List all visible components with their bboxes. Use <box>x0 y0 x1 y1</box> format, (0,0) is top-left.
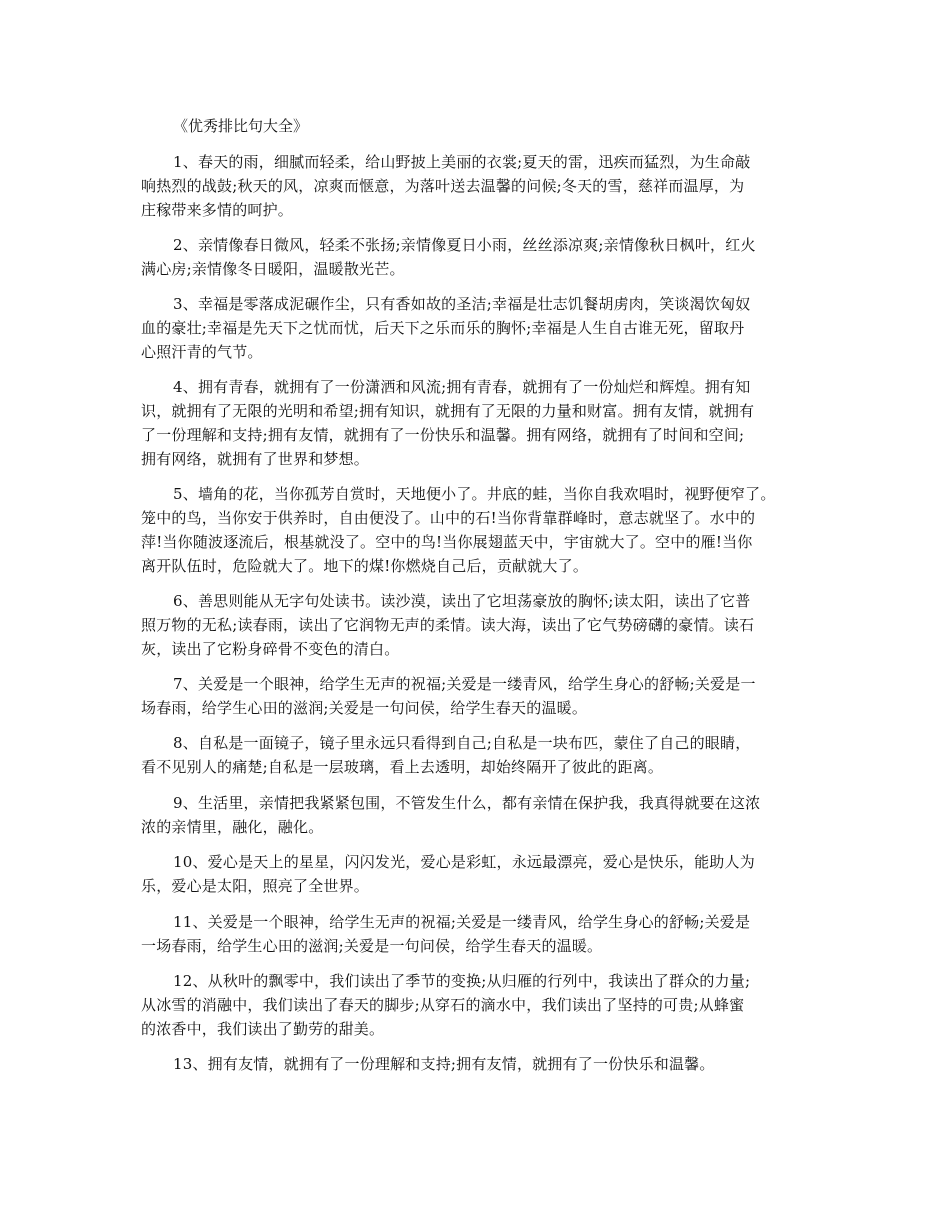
paragraph-line: 血的豪壮;幸福是先天下之忧而忧，后天下之乐而乐的胸怀;幸福是人生自古谁无死，留取丹 <box>141 319 745 337</box>
paragraph-line: 照万物的无私;读春雨，读出了它润物无声的柔情。读大海，读出了它气势磅礴的豪情。读石 <box>141 616 755 634</box>
paragraph-8 <box>141 731 831 779</box>
paragraph-line: 13、拥有友情，就拥有了一份理解和支持;拥有友情，就拥有了一份快乐和温馨。 <box>173 1055 715 1073</box>
paragraph-13 <box>141 1052 831 1076</box>
paragraph-line: 满心房;亲情像冬日暖阳，温暖散光芒。 <box>141 260 405 278</box>
paragraph-line: 10、爱心是天上的星星，闪闪发光，爱心是彩虹，永远最漂亮，爱心是快乐，能助人为 <box>173 853 755 871</box>
paragraph-line: 乐，爱心是太阳，照亮了全世界。 <box>141 877 370 895</box>
paragraph-2 <box>141 233 831 281</box>
paragraph-9 <box>141 791 831 839</box>
paragraph-line: 7、关爱是一个眼神，给学生无声的祝福;关爱是一缕青风，给学生身心的舒畅;关爱是一 <box>173 675 756 693</box>
paragraph-line: 响热烈的战鼓;秋天的风，凉爽而惬意，为落叶送去温馨的问候;冬天的雪，慈祥而温厚，为 <box>141 177 745 195</box>
paragraph-line: 场春雨，给学生心田的滋润;关爱是一句问侯，给学生春天的温暖。 <box>141 699 588 717</box>
paragraph-line: 1、春天的雨，细腻而轻柔，给山野披上美丽的衣裳;夏天的雷，迅疾而猛烈，为生命敲 <box>173 153 751 171</box>
paragraph-11 <box>141 910 831 958</box>
paragraph-line: 一场春雨，给学生心田的滋润;关爱是一句问侯，给学生春天的温暖。 <box>141 937 603 955</box>
paragraph-line: 浓的亲情里，融化，融化。 <box>141 818 324 836</box>
paragraph-line: 12、从秋叶的飘零中，我们读出了季节的变换;从归雁的行列中，我读出了群众的力量; <box>173 972 751 990</box>
paragraph-line: 识，就拥有了无限的光明和希望;拥有知识，就拥有了无限的力量和财富。拥有友情，就拥有 <box>141 402 755 420</box>
paragraph-line: 9、生活里，亲情把我紧紧包围，不管发生什么，都有亲情在保护我，我真得就要在这浓 <box>173 794 761 812</box>
paragraph-line: 灰，读出了它粉身碎骨不变色的清白。 <box>141 640 400 658</box>
paragraph-10 <box>141 850 831 898</box>
paragraph-line: 离开队伍时，危险就大了。地下的煤!你燃烧自己后，贡献就大了。 <box>141 557 589 575</box>
paragraph-5 <box>141 482 831 578</box>
paragraph-line: 庄稼带来多情的呵护。 <box>141 201 294 219</box>
paragraph-line: 看不见别人的痛楚;自私是一层玻璃，看上去透明，却始终隔开了彼此的距离。 <box>141 758 664 776</box>
paragraph-6 <box>141 589 831 661</box>
paragraph-line: 拥有网络，就拥有了世界和梦想。 <box>141 450 370 468</box>
paragraph-line: 11、关爱是一个眼神，给学生无声的祝福;关爱是一缕青风，给学生身心的舒畅;关爱是 <box>173 913 751 931</box>
paragraph-line: 5、墙角的花，当你孤芳自赏时，天地便小了。井底的蛙，当你自我欢唱时，视野便窄了。 <box>173 485 776 503</box>
paragraph-1 <box>141 150 831 222</box>
paragraph-line: 的浓香中，我们读出了勤劳的甜美。 <box>141 1020 385 1038</box>
paragraph-line: 2、亲情像春日微风，轻柔不张扬;亲情像夏日小雨，丝丝添凉爽;亲情像秋日枫叶，红火 <box>173 236 756 254</box>
paragraph-line: 6、善思则能从无字句处读书。读沙漠，读出了它坦荡豪放的胸怀;读太阳，读出了它普 <box>173 592 751 610</box>
paragraph-3 <box>141 292 831 364</box>
paragraph-line: 8、自私是一面镜子，镜子里永远只看得到自己;自私是一块布匹，蒙住了自己的眼睛， <box>173 734 751 752</box>
paragraph-line: 3、幸福是零落成泥碾作尘，只有香如故的圣洁;幸福是壮志饥餐胡虏肉，笑谈渴饮匈奴 <box>173 295 751 313</box>
paragraph-7 <box>141 672 831 720</box>
paragraph-line: 笼中的鸟，当你安于供养时，自由便没了。山中的石!当你背靠群峰时，意志就坚了。水中的 <box>141 509 756 527</box>
paragraph-line: 了一份理解和支持;拥有友情，就拥有了一份快乐和温馨。拥有网络，就拥有了时间和空间; <box>141 426 745 444</box>
paragraph-4 <box>141 375 831 471</box>
paragraph-line: 4、拥有青春，就拥有了一份潇洒和风流;拥有青春，就拥有了一份灿烂和辉煌。拥有知 <box>173 378 751 396</box>
paragraph-line: 萍!当你随波逐流后，根基就没了。空中的鸟!当你展翅蓝天中，宇宙就大了。空中的雁!当你 <box>141 533 753 551</box>
paragraph-line: 心照汗青的气节。 <box>141 343 263 361</box>
paragraph-line: 从冰雪的消融中，我们读出了春天的脚步;从穿石的滴水中，我们读出了坚持的可贵;从蜂蜜 <box>141 996 745 1014</box>
document-title: 《优秀排比句大全》 <box>173 117 309 135</box>
paragraph-12 <box>141 969 831 1041</box>
